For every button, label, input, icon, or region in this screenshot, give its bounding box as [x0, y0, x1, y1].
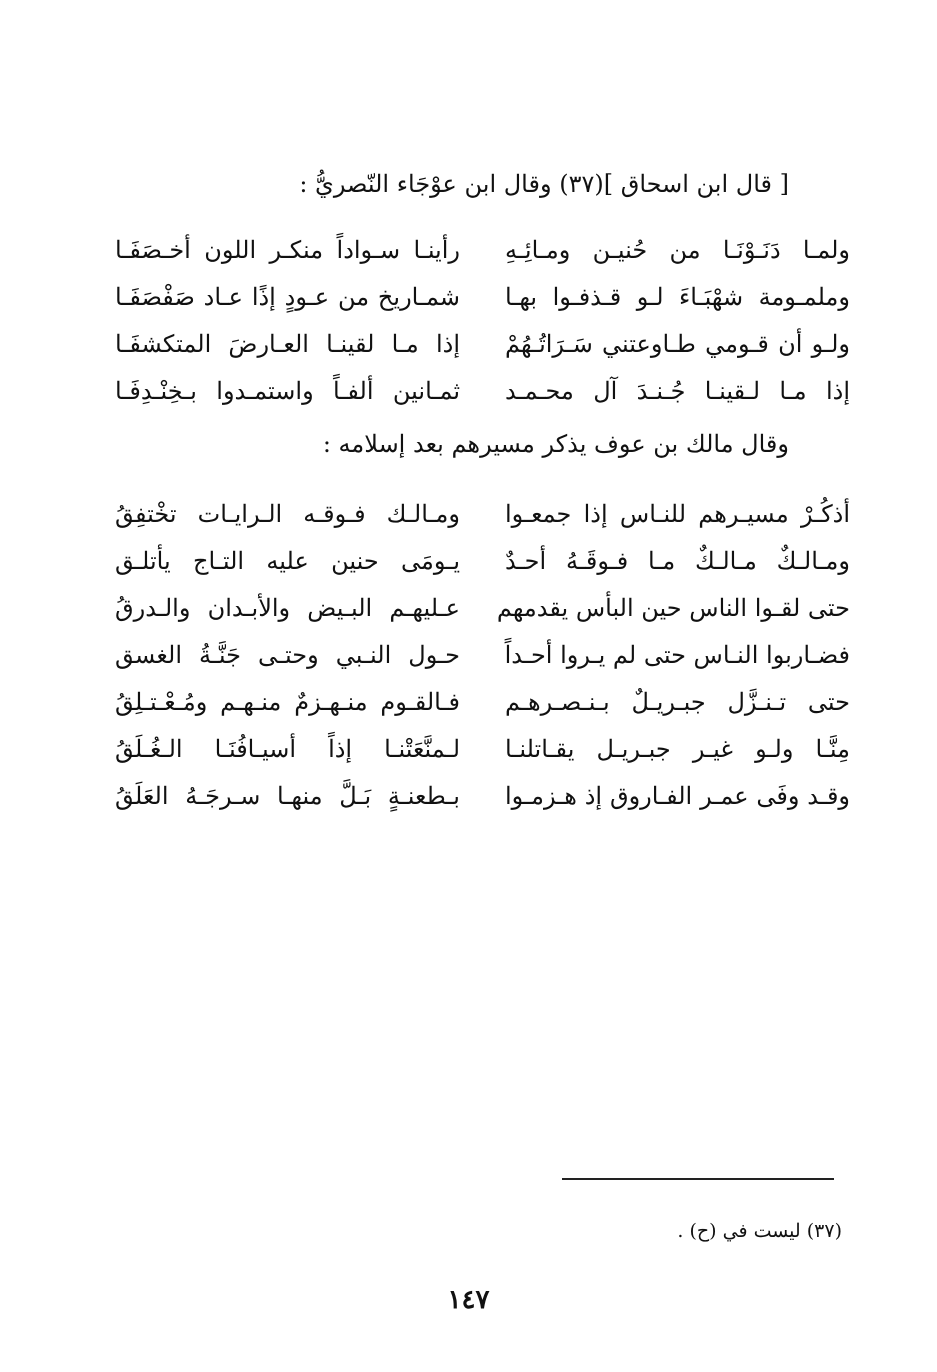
verse — [115, 584, 850, 631]
verse — [115, 273, 850, 320]
second-hemistich: فـالقـوم منـهـزمٌ منـهـم ومُـعْـتـلِقُ — [115, 687, 460, 716]
first-hemistich: مِنَّـا ولـو غيـر جبـريـل يقـاتلنـا — [505, 734, 850, 763]
section-heading-2: وقال مالك بن عوف يذكر مسيرهم بعد إسلامه : — [322, 430, 789, 458]
footnote: (٣٧) ليست في (ح) . — [677, 1220, 842, 1242]
verse — [115, 772, 850, 819]
first-hemistich: حتى لقـوا الناس حين البأس يقدمهم — [496, 593, 850, 622]
second-hemistich: لـمنَّعَتْنـا إذاً أسيـافُنَـا الـغُـلَقُ — [115, 734, 460, 763]
first-hemistich: إذا مـا لـقينـا جُـنـدَ آل محـمـد — [505, 376, 850, 405]
first-hemistich: ولمـا دَنَـوْنَـا من حُنيـن ومـائِـهِ — [505, 235, 850, 264]
second-hemistich: شمـاريخ من عـودٍ إذًا عـاد صَفْصَفَـا — [115, 282, 460, 311]
first-hemistich: أذكُـرْ مسيـرهم للنـاس إذا جمعـوا — [505, 499, 850, 528]
verse — [115, 631, 850, 678]
verse — [115, 490, 850, 537]
verse — [115, 678, 850, 725]
verse — [115, 226, 850, 273]
second-hemistich: يـومَى حنين عليه التـاج يأتلـق — [115, 546, 460, 575]
verse — [115, 725, 850, 772]
second-hemistich: حـول النـبي وحتـى جَنَّـةُ الغسق — [115, 640, 460, 669]
second-hemistich: بـطعنـةٍ بَـلَّ منهـا سـرجَـهُ العَلَقُ — [115, 781, 460, 810]
second-hemistich: ومـالـك فـوقـه الـرايـات تخْتفِقُ — [115, 499, 460, 528]
verse — [115, 320, 850, 367]
first-hemistich: وملمـومة شهْبَـاءَ لـو قـذفـوا بهـا — [505, 282, 850, 311]
verse — [115, 367, 850, 414]
second-hemistich: رأينـا سـواداً منكـر اللون أخـصَفَـا — [115, 235, 460, 264]
second-hemistich: ثمـانين ألفـاً واستمـدوا بـخِنْـدِفَـا — [115, 376, 460, 405]
page-number: ١٤٧ — [447, 1285, 490, 1315]
first-hemistich: حتى تـنـزَّل جبـريـلٌ بـنـصـرهـم — [505, 687, 850, 716]
section-heading-1: [ قال ابن اسحاق ](٣٧) وقال ابن عوْجَاء النّصريُّ : — [299, 170, 789, 198]
first-hemistich: ولـو أن قـومي طـاوعتني سَـرَاتُـهُمْ — [505, 329, 850, 358]
poem-2 — [115, 490, 850, 819]
first-hemistich: فضـاربوا النـاس حتى لم يـروا أحـداً — [504, 640, 850, 669]
first-hemistich: ومـالـكٌ مـالـكٌ مـا فـوقَـهُ أحـدٌ — [505, 546, 850, 575]
footnote-divider — [562, 1178, 834, 1180]
first-hemistich: وقـد وفَى عمـر الفـاروق إذ هـزمـوا — [505, 781, 850, 810]
poem-1 — [115, 226, 850, 414]
verse — [115, 537, 850, 584]
second-hemistich: إذا مـا لقينـا العـارضَ المتكشفَـا — [115, 329, 460, 358]
second-hemistich: عـليهـم البـيض والأبـدان والـدرقُ — [115, 593, 460, 622]
